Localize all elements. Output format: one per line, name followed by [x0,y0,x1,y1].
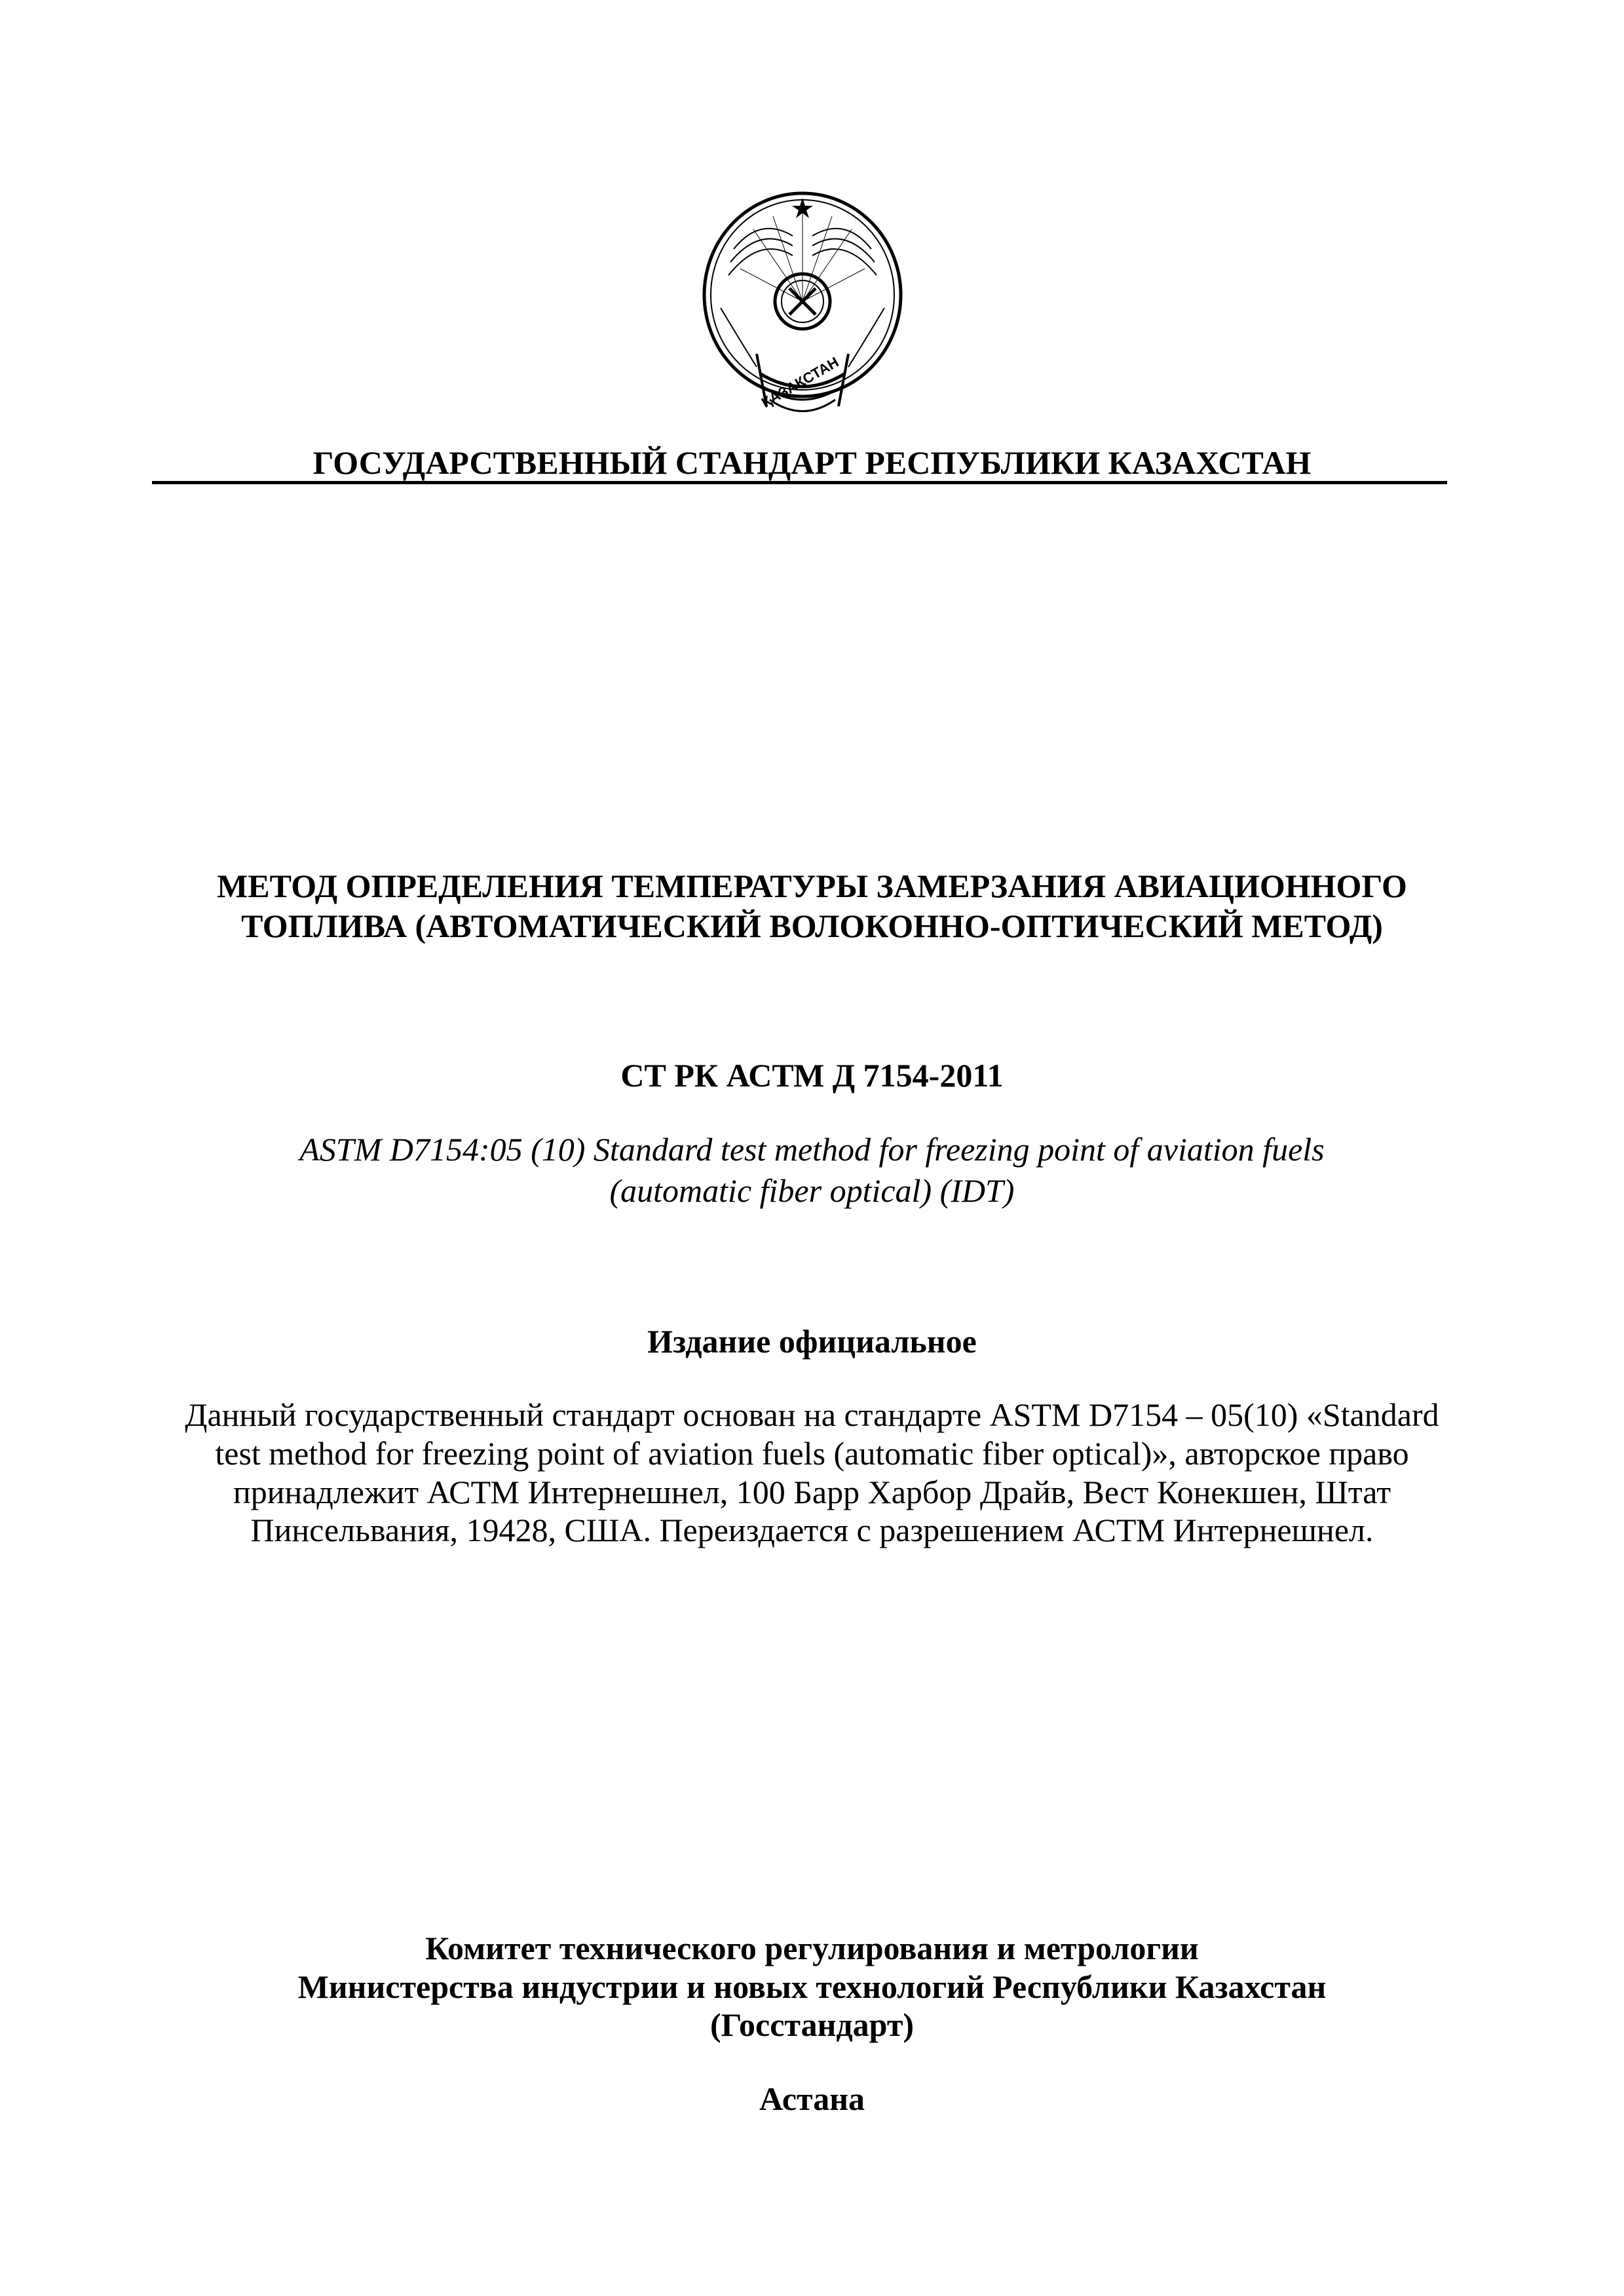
original-title-line-1: ASTM D7154:05 (10) Standard test method for freezing point of aviation fuels [299,1131,1325,1168]
publisher-line-1: Комитет технического регулирования и метрологии [425,1930,1199,1966]
publication-city: Астана [759,2080,865,2117]
emblem-caption: ҚАЗАҚСТАН [759,353,842,411]
coat-of-arms-emblem [694,190,911,432]
standard-designation: СТ РК АСТМ Д 7154-2011 [620,1057,1004,1094]
document-title-line-1: МЕТОД ОПРЕДЕЛЕНИЯ ТЕМПЕРАТУРЫ ЗАМЕРЗАНИЯ АВИАЦИОННОГО [217,868,1407,904]
coat-of-arms-icon [694,190,911,432]
original-title-line-2: (automatic fiber optical) (IDT) [609,1172,1015,1209]
publisher-line-3: (Госстандарт) [709,2006,915,2043]
notice-line-1: Данный государственный стандарт основан на стандарте ASTM D7154 – 05(10) «Standard [185,1396,1439,1433]
publisher-line-2: Министерства индустрии и новых технологий Республики Казахстан [297,1968,1327,2005]
notice-line-2: test method for freezing point of aviation fuels (automatic fiber optical)», авторское право [215,1435,1409,1472]
notice-line-4: Пинсельвания, 19428, США. Переиздается с разрешением АСТМ Интернешнел. [250,1512,1374,1548]
header-title: ГОСУДАРСТВЕННЫЙ СТАНДАРТ РЕСПУБЛИКИ КАЗАХСТАН [312,444,1312,481]
header-divider [152,481,1447,484]
notice-line-3: принадлежит АСТМ Интернешнел, 100 Барр Харбор Драйв, Вест Конекшен, Штат [233,1474,1391,1510]
edition-label: Издание официальное [647,1323,977,1360]
document-title-line-2: ТОПЛИВА (АВТОМАТИЧЕСКИЙ ВОЛОКОННО-ОПТИЧЕСКИЙ МЕТОД) [241,908,1383,944]
